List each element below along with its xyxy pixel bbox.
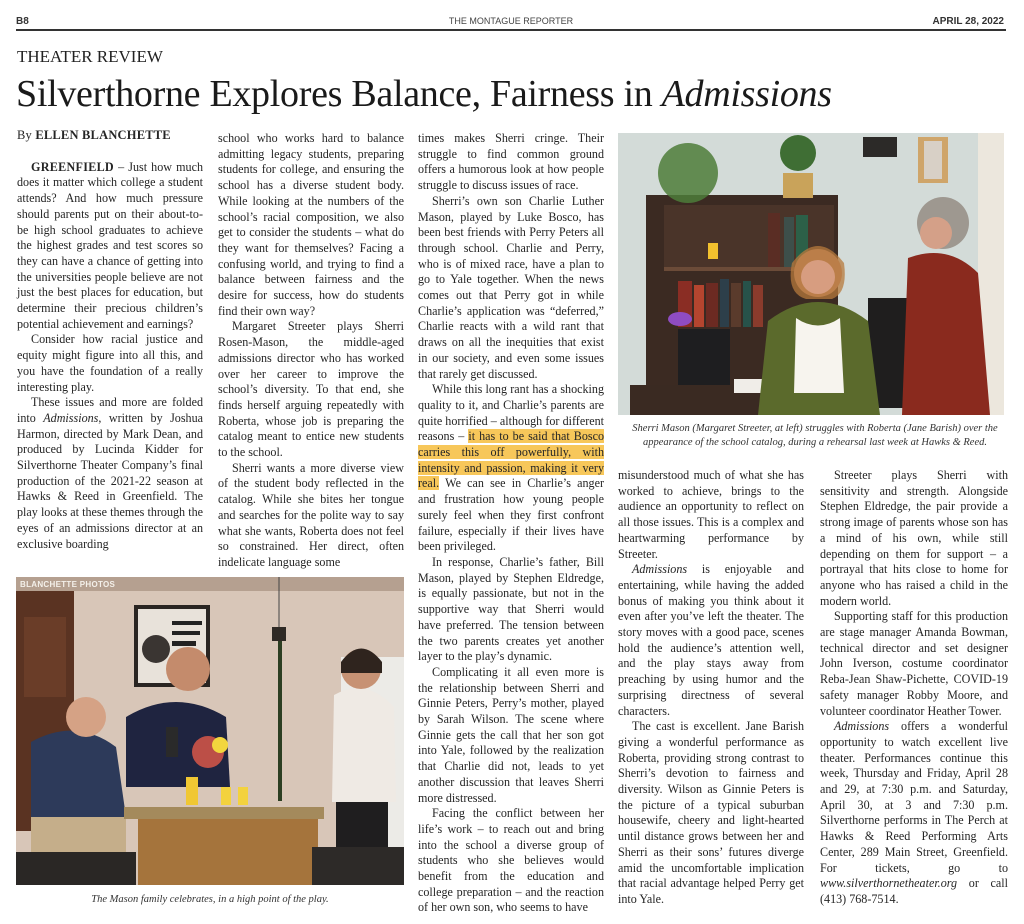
dateline: GREENFIELD	[31, 159, 114, 174]
headline-italic: Admissions	[661, 73, 832, 115]
paragraph-15-text: offers a wonderful opportunity to watch excellent live theater. Performances continue this week, Thursday and Friday, April 28 and 29, at 7:30 p.m. and Saturday, April 30, at 3 and 7:30 p.m. Silverthorne performs in The Perch at Hawks & Reed Performing Arts Center, 289 Main Street, Greenfield. For tickets, go to	[820, 719, 1008, 875]
paragraph-11-text: is enjoyable and entertaining, while having the added bonus of making you think about it even after you’ve left the theater. The story moves with a good pace, scenes hold the audience’s attention well, and the play stays away from preaching by using humor and the surprising directness of several characters.	[618, 562, 804, 718]
article-column-1	[17, 128, 203, 552]
paragraph-13: Streeter plays Sherri with sensitivity and strength. Alongside Stephen Eldredge, the pair provide a strong image of parents whose son has a mind of his own, while still depending on them for support – a portrayal that hits close to home for anyone who has raised a child in the modern world.	[820, 468, 1008, 608]
photo-office-scene	[618, 133, 1004, 415]
play-title: Admissions	[43, 410, 99, 425]
paragraph-14: Supporting staff for this production are stage manager Amanda Bowman, technical director and set designer John Iverson, costume coordinator Reba-Jean Shaw-Pichette, COVID-19 safety manager Robby Moore, and volunteer coordinator Heather Tower.	[820, 609, 1008, 718]
ticket-url-link[interactable]: www.silverthornetheater.org	[820, 876, 958, 891]
article-column-2	[218, 131, 404, 571]
paragraph-15	[820, 719, 1008, 907]
paragraph-7-text-a: While this long rant has a shocking quality to it, and Charlie’s parents are quite horrified – although for different reasons –	[418, 382, 604, 444]
article-column-3	[418, 131, 604, 916]
byline-prefix: By	[17, 128, 36, 142]
family-scene-image	[16, 577, 404, 885]
paragraph-9: Complicating it all even more is the relationship between Sherri and Ginnie Peters, Perry’s mother, played by Sarah Wilson. The scene where Ginnie gets the call that her son got into Yale, followed by the realization that Charlie did not, leads to yet another discussion that leaves Sherri more distressed.	[418, 664, 604, 805]
photo-credit: BLANCHETTE PHOTOS	[20, 580, 116, 589]
article-column-4	[618, 468, 804, 908]
paragraph-6: Sherri’s own son Charlie Luther Mason, played by Luke Bosco, has been best friends with Perry Peters all through school. Charlie and Perry, who is of mixed race, have a plan to go to Yale together. When the news comes out that Perry got in while Charlie’s application was “deferred,” Charlie reacts with a wild rant that draws on all the inequities that exist in our society, and even some issues that rarely get discussed.	[418, 193, 604, 381]
paragraph-7	[418, 382, 604, 555]
office-scene-image	[618, 133, 1004, 415]
paragraph-3-text-a: These issues and more are folded into	[17, 395, 203, 425]
page-header	[16, 16, 1006, 30]
headline-main: Silverthorne Explores Balance, Fairness in	[16, 73, 662, 115]
paragraph-2: Consider how racial justice and equity might figure into all this, and you have the foundation of a really interesting play.	[17, 332, 203, 394]
paragraph-3-continued: school who works hard to balance admitting legacy students, preparing students for college, and ensuring the school has a diverse student body. While looking at the numbers of the school’s racial composition, we also get to consider the students – what do they want for themselves? Facing a confusing world, and trying to find a balance between fairness and the desire for success, how do students find their own way?	[218, 131, 404, 318]
paragraph-7-text-b: We can see in Charlie’s anger and frustration how young people surely feel when they first confront failure, especially if their lives have been privileged.	[418, 476, 604, 554]
photo-caption-top: Sherri Mason (Margaret Streeter, at left) struggles with Roberta (Jane Barish) over the appearance of the school catalog, during a rehearsal last week at Hawks & Reed.	[632, 423, 998, 448]
section-kicker: THEATER REVIEW	[17, 47, 163, 66]
paragraph-11	[618, 562, 804, 719]
byline-author: ELLEN BLANCHETTE	[35, 128, 171, 142]
photo-caption-bottom: The Mason family celebrates, in a high point of the play.	[91, 894, 329, 905]
paragraph-1-text: – Just how much does it matter which college a student attends? And how much pressure should parents put on their about-to-be high school graduates to achieve the highest grades and test scores so they can have a chance of getting into the universities people believe are not just the best places for education, but determine their precious children’s potential achievement and earnings?	[17, 159, 203, 331]
photo-family-scene	[16, 577, 404, 885]
page-number: B8	[16, 16, 29, 27]
paragraph-5: Sherri wants a more diverse view of the student body reflected in the catalog. While she bites her tongue and searches for the polite way to say what she wants, Roberta does not feel so constrained. Her direct, often indelicate language some	[218, 460, 404, 569]
paragraph-10-continued: misunderstood much of what she has worked to achieve, brings to the audience an opportunity to reflect on all those issues. This is a complex and heartwarming performance by Streeter.	[618, 468, 804, 561]
paragraph-10: Facing the conflict between her life’s work – to reach out and bring into the school a diverse group of students who she believes would benefit from the education and college preparation – and the reaction of her own son, who seems to have	[418, 806, 604, 915]
paragraph-15-end: or call (413) 768-7514.	[820, 876, 1008, 906]
paragraph-4: Margaret Streeter plays Sherri Rosen-Mason, the middle-aged admissions director who has worked over her career to improve the school’s diversity. To that end, she finds herself arguing repeatedly with Roberta, whose job is preparing the catalog meant to entice new students to the school.	[218, 319, 404, 460]
play-title: Admissions	[632, 562, 688, 577]
highlighted-quote: it has to be said that Bosco carries this off powerfully, with intensity and passion, making it very real.	[418, 429, 604, 491]
header-rule	[16, 29, 1006, 31]
paragraph-3	[17, 395, 203, 552]
paragraph-3-text-b: , written by Joshua Harmon, directed by Mark Dean, and produced by Lucinda Kidder for Silverthorne Theater Company’s final production of the 2021-22 season at Hawks & Reed in Greenfield. The play looks at these themes through the eyes of an admissions director at an exclusive boarding	[17, 410, 203, 551]
byline	[17, 128, 203, 144]
play-title: Admissions	[834, 719, 890, 734]
article-column-5	[820, 468, 1008, 908]
paragraph-5-continued: times makes Sherri cringe. Their struggle to find common ground offers a humorous look at how people struggle to discuss issues of race.	[418, 131, 604, 193]
headline	[16, 72, 832, 116]
paragraph-1	[17, 160, 203, 333]
issue-date: APRIL 28, 2022	[932, 16, 1004, 27]
paragraph-8: In response, Charlie’s father, Bill Mason, played by Stephen Eldredge, is equally passionate, but not in the supportive way that Sherri would have preferred. The tension between the two parents creates yet another layer to the play’s dynamic.	[418, 554, 604, 664]
publication-name: THE MONTAGUE REPORTER	[448, 16, 574, 26]
paragraph-12: The cast is excellent. Jane Barish giving a wonderful performance as Roberta, providing strong contrast to Sherri’s devotion to fairness and diversity. Wilson as Ginnie Peters is the picture of a typical suburban housewife, cheery and light-hearted until distance grows between her and Sherri as their sons’ futures diverge amid the uncomfortable implication that racial advantage helped Perry get into Yale.	[618, 719, 804, 906]
